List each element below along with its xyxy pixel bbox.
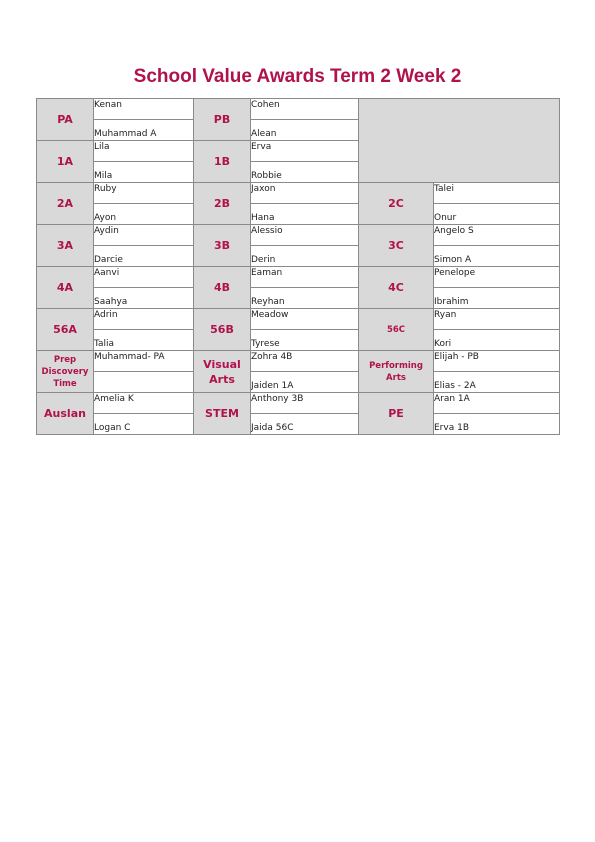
- student-name: Alessio: [251, 225, 359, 246]
- page-title: School Value Awards Term 2 Week 2: [133, 66, 462, 87]
- class-label: PE: [359, 393, 434, 435]
- class-label: 3C: [359, 225, 434, 267]
- awards-table: [36, 98, 560, 435]
- student-name: Aanvi: [94, 267, 194, 288]
- class-label: 4B: [194, 267, 251, 309]
- table-row: [37, 393, 560, 414]
- student-name: Muhammad- PA: [94, 351, 194, 372]
- class-label: 56A: [37, 309, 94, 351]
- table-row: [37, 414, 560, 435]
- student-name: Angelo S: [434, 225, 560, 246]
- student-name: Anthony 3B: [251, 393, 359, 414]
- student-name: Adrin: [94, 309, 194, 330]
- student-name: Talei: [434, 183, 560, 204]
- student-name: Elijah - PB: [434, 351, 560, 372]
- table-row: [37, 204, 560, 225]
- student-name: Logan C: [94, 414, 194, 435]
- student-name: Ryan: [434, 309, 560, 330]
- student-name: Hana: [251, 204, 359, 225]
- class-label: 1B: [194, 141, 251, 183]
- student-name: Kenan: [94, 99, 194, 120]
- table-row: [37, 372, 560, 393]
- student-name: Cohen: [251, 99, 359, 120]
- student-name: Amelia K: [94, 393, 194, 414]
- table-row: [37, 288, 560, 309]
- student-name: Darcie: [94, 246, 194, 267]
- student-name: Lila: [94, 141, 194, 162]
- class-label: 56C: [359, 309, 434, 351]
- student-name: Eaman: [251, 267, 359, 288]
- table-row: [37, 246, 560, 267]
- class-label: 3B: [194, 225, 251, 267]
- student-name: Erva 1B: [434, 414, 560, 435]
- student-name: Aran 1A: [434, 393, 560, 414]
- student-name: Elias - 2A: [434, 372, 560, 393]
- class-label: PB: [194, 99, 251, 141]
- student-name: Erva: [251, 141, 359, 162]
- student-name: Tyrese: [251, 330, 359, 351]
- class-label: Prep Discovery Time: [37, 351, 94, 393]
- student-name: Reyhan: [251, 288, 359, 309]
- class-label: PA: [37, 99, 94, 141]
- student-name: Meadow: [251, 309, 359, 330]
- student-name: Jaida 56C: [251, 414, 359, 435]
- table-row: [37, 225, 560, 246]
- student-name: Aydin: [94, 225, 194, 246]
- student-name: Kori: [434, 330, 560, 351]
- class-label: Visual Arts: [194, 351, 251, 393]
- class-label: Performing Arts: [359, 351, 434, 393]
- class-label: 2C: [359, 183, 434, 225]
- table-row: [37, 183, 560, 204]
- class-label: 3A: [37, 225, 94, 267]
- table-row: [37, 351, 560, 372]
- class-label: 4A: [37, 267, 94, 309]
- table-row: [37, 330, 560, 351]
- student-name: Penelope: [434, 267, 560, 288]
- class-label: 4C: [359, 267, 434, 309]
- student-name: Jaiden 1A: [251, 372, 359, 393]
- class-label: 56B: [194, 309, 251, 351]
- empty-cell: [359, 99, 560, 183]
- class-label: 1A: [37, 141, 94, 183]
- table-row: [37, 99, 560, 120]
- student-name: Zohra 4B: [251, 351, 359, 372]
- student-name: Ruby: [94, 183, 194, 204]
- student-name: Onur: [434, 204, 560, 225]
- class-label: STEM: [194, 393, 251, 435]
- class-label: 2A: [37, 183, 94, 225]
- student-name: Simon A: [434, 246, 560, 267]
- student-name: Ibrahim: [434, 288, 560, 309]
- class-label: Auslan: [37, 393, 94, 435]
- table-row: [37, 267, 560, 288]
- student-name: [94, 372, 194, 393]
- student-name: Muhammad A: [94, 120, 194, 141]
- student-name: Robbie: [251, 162, 359, 183]
- student-name: Mila: [94, 162, 194, 183]
- student-name: Derin: [251, 246, 359, 267]
- student-name: Ayon: [94, 204, 194, 225]
- class-label: 2B: [194, 183, 251, 225]
- student-name: Talia: [94, 330, 194, 351]
- student-name: Jaxon: [251, 183, 359, 204]
- student-name: Alean: [251, 120, 359, 141]
- table-row: [37, 309, 560, 330]
- student-name: Saahya: [94, 288, 194, 309]
